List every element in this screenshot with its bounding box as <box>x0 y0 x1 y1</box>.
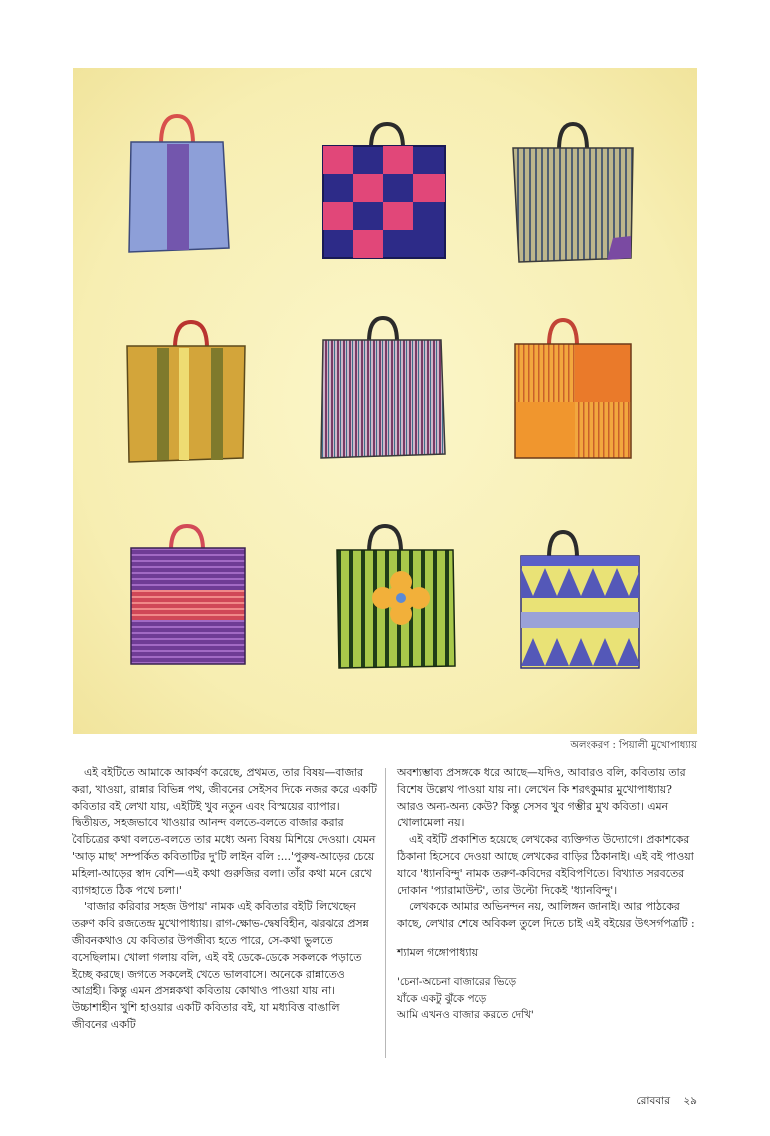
article-column-left <box>72 765 377 1034</box>
bag-5 <box>321 318 445 458</box>
paragraph: লেখককে আমার অভিনন্দন নয়, আলিঙ্গন জানাই। আর পাঠকের কাছে, লেখার শেষে অবিকল তুলে দিতে চাই এই বইয়ের উৎসর্গপত্রটি : <box>397 900 695 931</box>
bag-4 <box>127 322 245 462</box>
dedication-poem <box>397 974 697 1024</box>
bag-8 <box>337 526 455 668</box>
magazine-name: রোববার <box>636 1095 670 1107</box>
paragraph: অবশ্যম্ভাব্য প্রসঙ্গকে ধরে আছে—যদিও, আবারও বলি, কবিতায় তার বিশেষ উল্লেখ পাওয়া যায় না। লেখেন কি শরৎকুমার মুখোপাধ্যায়? আরও অন্য-অন্য কেউ? কিন্তু সেসব খুব গম্ভীর মুখ কবিতা। এমন খোলামেলা নয়। <box>397 766 686 830</box>
bag-1 <box>129 116 229 252</box>
page-footer <box>636 1094 697 1111</box>
column-divider <box>385 768 386 1058</box>
bag-9 <box>521 532 639 668</box>
article-column-right <box>397 765 697 1024</box>
page-number: ২৯ <box>683 1095 697 1107</box>
illustration-credit: অলংকরণ : পিয়ালী মুখোপাধ্যায় <box>570 740 697 751</box>
poem-line: 'চেনা-অচেনা বাজারের ভিড়ে <box>397 975 517 988</box>
bag-2 <box>323 124 445 258</box>
bags-drawing <box>73 68 697 734</box>
poem-line: যাঁকে একটু ঝুঁকে পড়ে <box>397 992 487 1005</box>
author-name: শ্যামল গঙ্গোপাধ্যায় <box>397 945 478 959</box>
poem-line: আমি এখনও বাজার করতে দেখি' <box>397 1009 534 1022</box>
bags-illustration <box>73 68 697 734</box>
bag-7 <box>131 526 245 664</box>
paragraph: 'বাজার করিবার সহজ উপায়' নামক এই কবিতার বইটি লিখেছেন তরুণ কবি রজতেন্দ্র মুখোপাধ্যায়। রাগ-ক্ষোভ-দ্বেষবিহীন, ঝরঝরে প্রসন্ন জীবনকথাও যে কবিতার উপজীব্য হতে পারে, সে-কথা ভুলতে বসেছিলাম। খোলা গলায় বলি, এই বই ডেকে-ডেকে সকলকে পড়াতে ইচ্ছে করছে। জগতে সকলেই খেতে ভালবাসে। অনেকে রান্নাতেও আগ্রহী। কিন্তু এমন প্রসন্নকথা কবিতায় কোথাও পাওয়া যায় না। উচ্চাশাহীন খুশি হাওয়ার একটি কবিতার বই, যা মধ্যবিত্ত বাঙালি জীবনের একটি <box>72 900 369 1031</box>
bag-3 <box>513 124 633 262</box>
bag-6 <box>515 320 631 458</box>
paragraph: এই বইটি প্রকাশিত হয়েছে লেখকের ব্যক্তিগত উদ্যোগে। প্রকাশকের ঠিকানা হিসেবে দেওয়া আছে লেখকের বাড়ির ঠিকানাই। এই বই পাওয়া যাবে 'ধ্যানবিন্দু' নামক তরুণ-কবিদের বইবিপণিতে। বিখ্যাত সরবতের দোকান 'প্যারামাউন্ট', তার উল্টো দিকেই 'ধ্যানবিন্দু'। <box>397 833 694 897</box>
paragraph: এই বইটিতে আমাকে আকর্ষণ করেছে, প্রথমত, তার বিষয়—বাজার করা, খাওয়া, রান্নার বিভিন্ন পথ, জীবনের সেইসব দিকে নজর করে একটি কবিতার বই লেখা যায়, এইটিই খুব নতুন এবং বিস্ময়ের ব্যাপার। দ্বিতীয়ত, সহজভাবে খাওয়ার আনন্দ বলতে-বলতে বাজার করার বৈচিত্রের কথা বলতে-বলতে তার মধ্যে অন্য বিষয় মিশিয়ে দেওয়া। যেমন 'আড় মাছ' সম্পর্কিত কবিতাটির দু'টি লাইন বলি :...'পুরুষ-আড়ের চেয়ে মহিলা-আড়ের স্বাদ বেশি—এই কথা গুরুজির বলা। তাঁর কথা মনে রেখে ব্যাগহাতে ঠিক পথে চলা।' <box>72 766 377 897</box>
